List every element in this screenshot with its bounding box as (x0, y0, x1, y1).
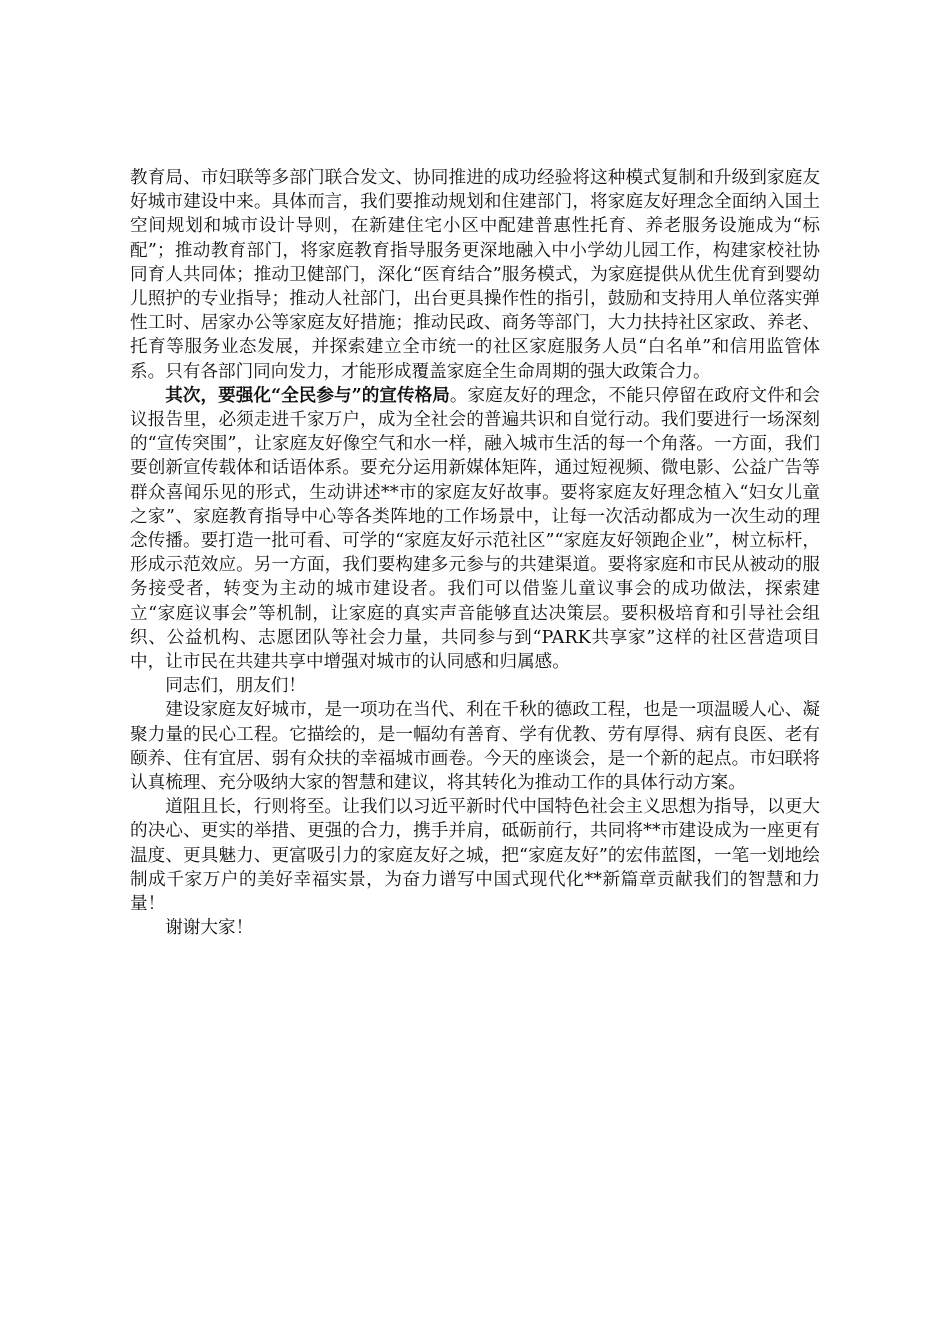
paragraph-2 (130, 384, 820, 674)
paragraph-lead-heading: 其次，要强化“全民参与”的宣传格局 (165, 384, 450, 406)
paragraph-text: 教育局、市妇联等多部门联合发文、协同推进的成功经验将这种模式复制和升级到家庭友好城市建设中来。具体而言，我们要推动规划和住建部门，将家庭友好理念全面纳入国土空间规划和城市设计导则，在新建住宅小区中配建普惠性托育、养老服务设施成为“标配”；推动教育部门，将家庭教育指导服务更深地融入中小学幼儿园工作，构建家校社协同育人共同体；推动卫健部门，深化“医育结合”服务模式，为家庭提供从优生优育到婴幼儿照护的专业指导；推动人社部门，出台更具操作性的指引，鼓励和支持用人单位落实弹性工时、居家办公等家庭友好措施；推动民政、商务等部门，大力扶持社区家政、养老、托育等服务业态发展，并探索建立全市统一的社区家庭服务人员“白名单”和信用监管体系。只有各部门同向发力，才能形成覆盖家庭全生命周期的强大政策合力。 (130, 168, 820, 382)
paragraph-text: 谢谢大家！ (165, 918, 254, 939)
paragraph-text: 。家庭友好的理念，不能只停留在政府文件和会议报告里，必须走进千家万户，成为全社会的普遍共识和自觉行动。我们要进行一场深刻的“宣传突围”，让家庭友好像空气和水一样，融入城市生活的每一个角落。一方面，我们要创新宣传载体和话语体系。要充分运用新媒体矩阵，通过短视频、微电影、公益广告等群众喜闻乐见的形式，生动讲述**市的家庭友好故事。要将家庭友好理念植入“妇女儿童之家”、家庭教育指导中心等各类阵地的工作场景中，让每一次活动都成为一次生动的理念传播。要打造一批可看、可学的“家庭友好示范社区”“家庭友好领跑企业”，树立标杆，形成示范效应。另一方面，我们要构建多元参与的共建渠道。要将家庭和市民从被动的服务接受者，转变为主动的城市建设者。我们可以借鉴儿童议事会的成功做法，探索建立“家庭议事会”等机制，让家庭的真实声音能够直达决策层。要积极培育和引导社会组织、公益机构、志愿团队等社会力量，共同参与到“PARK共享家”这样的社区营造项目中，让市民在共建共享中增强对城市的认同感和归属感。 (130, 385, 820, 673)
paragraph-6 (130, 916, 820, 940)
paragraph-4 (130, 698, 820, 795)
paragraph-3 (130, 674, 820, 698)
paragraph-5 (130, 795, 820, 916)
paragraph-text: 同志们，朋友们！ (165, 676, 306, 697)
paragraph-text: 建设家庭友好城市，是一项功在当代、利在千秋的德政工程，也是一项温暖人心、凝聚力量的民心工程。它描绘的，是一幅幼有善育、学有优教、劳有厚得、病有良医、老有颐养、住有宜居、弱有众扶的幸福城市画卷。今天的座谈会，是一个新的起点。市妇联将认真梳理、充分吸纳大家的智慧和建议，将其转化为推动工作的具体行动方案。 (130, 700, 820, 794)
document-body (130, 166, 820, 941)
paragraph-text: 道阻且长，行则将至。让我们以习近平新时代中国特色社会主义思想为指导，以更大的决心、更实的举措、更强的合力，携手并肩，砥砺前行，共同将**市建设成为一座更有温度、更具魅力、更富吸引力的家庭友好之城，把“家庭友好”的宏伟蓝图，一笔一划地绘制成千家万户的美好幸福实景，为奋力谱写中国式现代化**新篇章贡献我们的智慧和力量！ (130, 797, 820, 915)
paragraph-1 (130, 166, 820, 384)
